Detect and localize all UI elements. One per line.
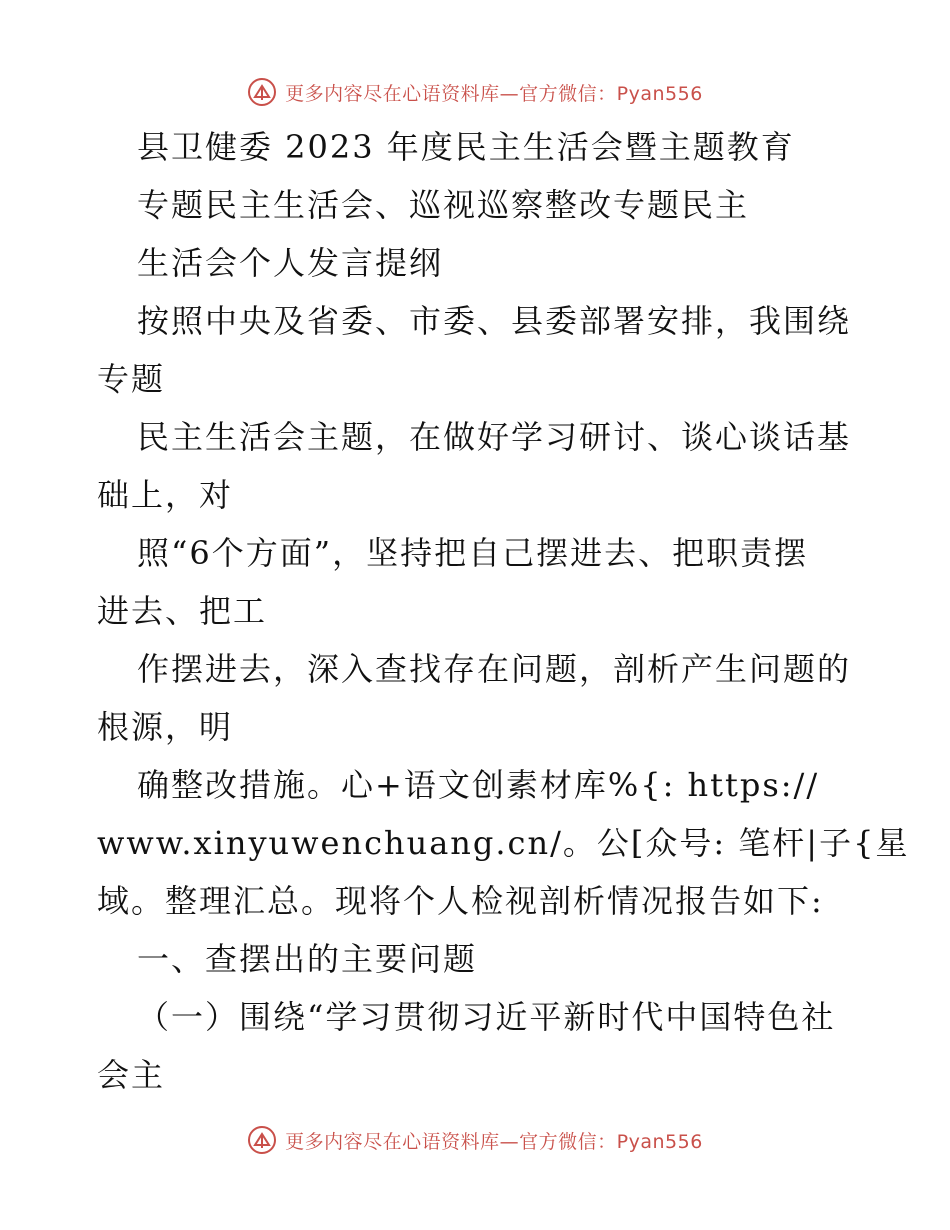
body-line: 照“6个方面”，坚持把自己摆进去、把职责摆 — [137, 534, 809, 572]
book-pen-logo-icon — [247, 1125, 277, 1155]
title-line: 专题民主生活会、巡视巡察整改专题民主 — [137, 186, 750, 224]
body-line: 作摆进去，深入查找存在问题，剖析产生问题的 — [137, 650, 852, 688]
title-line: 县卫健委 2023 年度民主生活会暨主题教育 — [137, 128, 795, 166]
book-pen-logo-icon — [247, 77, 277, 107]
document-title — [97, 118, 867, 292]
body-line: 础上，对 — [97, 476, 234, 514]
watermark-text: 更多内容尽在心语资料库—官方微信：Pyan556 — [285, 82, 703, 105]
body-line: 民主生活会主题，在做好学习研讨、谈心谈话基 — [137, 418, 852, 456]
footer-watermark — [0, 1120, 950, 1160]
body-line: （一）围绕“学习贯彻习近平新时代中国特色社 — [137, 998, 836, 1036]
watermark-text: 更多内容尽在心语资料库—官方微信：Pyan556 — [285, 1130, 703, 1153]
header-watermark — [0, 72, 950, 112]
body-line: 根源，明 — [97, 708, 234, 746]
body-line: 一、查摆出的主要问题 — [137, 940, 478, 978]
title-line: 生活会个人发言提纲 — [137, 244, 444, 282]
body-line: 专题 — [97, 360, 166, 398]
body-line: 按照中央及省委、市委、县委部署安排，我围绕 — [137, 302, 852, 340]
body-line: 会主 — [97, 1056, 166, 1094]
document-body — [97, 118, 910, 1104]
body-line: 进去、把工 — [97, 592, 268, 630]
body-paragraphs — [97, 292, 910, 1104]
body-line: 域。整理汇总。现将个人检视剖析情况报告如下: — [97, 882, 824, 920]
body-line: 确整改措施。心+语文创素材库%{: https:// — [137, 766, 820, 804]
body-line: www.xinyuwenchuang.cn/。公[众号: 笔杆|子{星 — [97, 824, 910, 862]
